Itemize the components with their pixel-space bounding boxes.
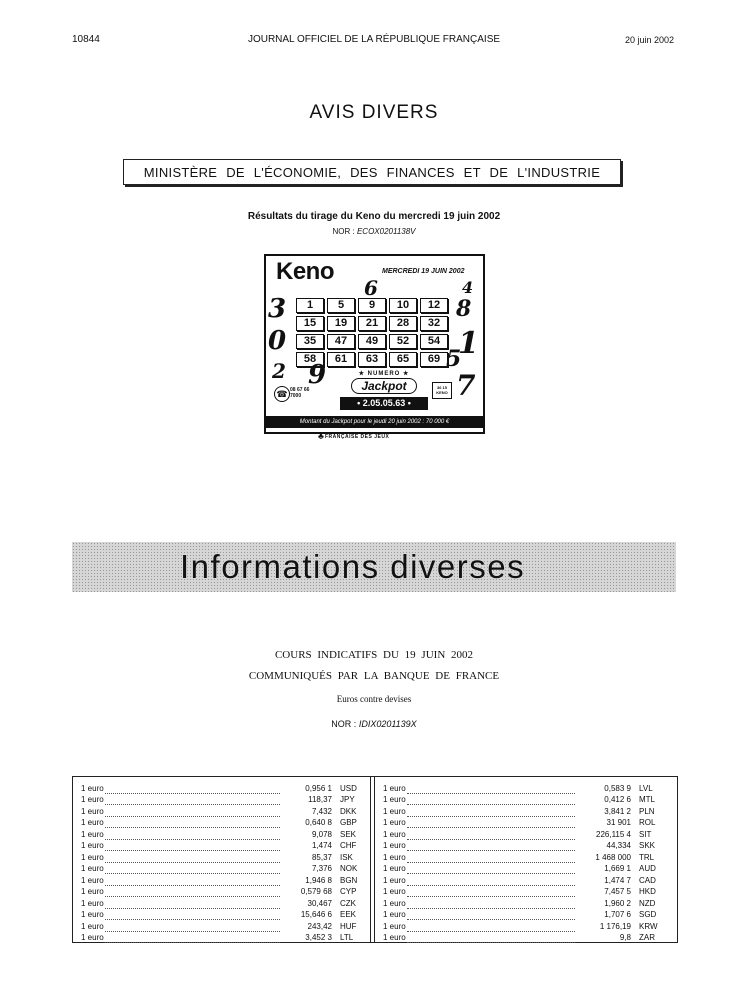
cours-subtitle: COMMUNIQUÉS PAR LA BANQUE DE FRANCE (248, 670, 500, 682)
rate-row (383, 932, 668, 944)
rate-label: 1 euro (81, 841, 104, 850)
rate-label: 1 euro (81, 829, 104, 839)
rate-value: 1,474 7 (604, 875, 631, 885)
rate-row (383, 851, 668, 863)
ministry-box (123, 159, 621, 185)
currency-code: TRL (639, 852, 655, 862)
currency-code: SGD (639, 910, 657, 919)
rate-value: 1,960 2 (604, 898, 631, 908)
cours-nor (0, 719, 748, 729)
decorative-digit: 0 (268, 326, 287, 356)
rate-row (383, 897, 668, 909)
rate-row (383, 817, 668, 829)
rate-label: 1 euro (383, 910, 406, 919)
rate-row (81, 909, 366, 921)
rate-row (383, 805, 668, 817)
currency-code: NZD (639, 898, 656, 908)
keno-drawn-number: 58 (296, 352, 324, 367)
keno-drawn-number: 1 (296, 298, 324, 313)
currency-code: AUD (639, 864, 656, 873)
rate-label: 1 euro (81, 852, 104, 862)
rate-label: 1 euro (383, 818, 406, 827)
decorative-digit: 7 (456, 369, 476, 402)
dot-leader (105, 924, 280, 932)
journal-title: JOURNAL OFFICIEL DE LA RÉPUBLIQUE FRANÇAISE (247, 34, 501, 45)
jackpot-value: • 2.05.05.63 • (340, 397, 428, 410)
rate-row (383, 840, 668, 852)
jackpot-block (340, 370, 428, 410)
rate-value: 31 901 (606, 818, 631, 827)
rate-value: 85,37 (311, 852, 332, 862)
rate-value: 7,432 (311, 806, 332, 816)
dot-leader (407, 843, 575, 851)
rate-label: 1 euro (383, 898, 406, 908)
rate-row (383, 874, 668, 886)
dot-leader (105, 935, 280, 943)
rate-row (81, 794, 366, 806)
dot-leader (407, 935, 575, 943)
dot-leader (105, 797, 280, 805)
dot-leader (407, 855, 575, 863)
dot-leader (407, 866, 575, 874)
rate-row (81, 886, 366, 898)
rate-row (383, 886, 668, 898)
phone-icon: ☎ (274, 386, 290, 402)
currency-code: CYP (340, 887, 357, 896)
decorative-digit: 5 (446, 346, 462, 372)
clover-icon: ♣ (318, 431, 324, 441)
currency-code: LVL (639, 783, 653, 793)
rate-label: 1 euro (81, 921, 104, 931)
currency-code: EEK (340, 910, 357, 919)
minitel-screen-icon: 36 15 KENO (432, 382, 452, 399)
dot-leader (407, 809, 575, 817)
keno-drawn-number: 35 (296, 334, 324, 349)
rate-value: 7,376 (311, 864, 332, 873)
dot-leader (105, 832, 280, 840)
rate-label: 1 euro (383, 887, 406, 896)
rate-value: 118,37 (308, 795, 332, 804)
decorative-digit: 4 (462, 278, 474, 297)
rate-label: 1 euro (383, 841, 406, 850)
rate-value: 1,474 (311, 841, 332, 850)
keno-drawn-number: 10 (389, 298, 417, 313)
dot-leader (105, 855, 280, 863)
currency-code: ISK (340, 852, 353, 862)
rate-value: 9,8 (619, 933, 631, 942)
currency-code: SIT (639, 829, 652, 839)
rate-value: 243,42 (307, 921, 332, 931)
rate-row (81, 920, 366, 932)
dot-leader (407, 786, 575, 794)
rate-label: 1 euro (81, 783, 104, 793)
rates-column-right (383, 782, 668, 943)
phone-line: 7000 (290, 393, 302, 399)
currency-code: SEK (340, 829, 357, 839)
rate-row (383, 909, 668, 921)
cours-nor-label: NOR : (331, 719, 357, 729)
rate-label: 1 euro (81, 818, 104, 827)
rate-label: 1 euro (383, 921, 406, 931)
page-number: 10844 (72, 34, 100, 45)
currency-code: PLN (639, 806, 655, 816)
rate-row (81, 817, 366, 829)
dot-leader (105, 889, 280, 897)
rate-value: 1 176,19 (599, 921, 631, 931)
rate-row (81, 932, 366, 944)
dot-leader (105, 866, 280, 874)
rate-value: 15,646 6 (300, 910, 332, 919)
decorative-digit: 6 (364, 276, 378, 300)
keno-results-title: Résultats du tirage du Keno du mercredi 19 juin 2002 (247, 211, 501, 222)
phone-number (290, 387, 309, 399)
keno-drawn-number: 65 (389, 352, 417, 367)
rate-value: 1,707 6 (604, 910, 631, 919)
dot-leader (407, 878, 575, 886)
rate-row (383, 863, 668, 875)
decorative-digit: 1 (458, 326, 479, 361)
column-divider (370, 777, 375, 942)
rate-value: 0,579 68 (300, 887, 332, 896)
dot-leader (407, 889, 575, 897)
dot-leader (407, 912, 575, 920)
keno-drawn-number: 15 (296, 316, 324, 331)
rate-value: 0,412 6 (604, 795, 631, 804)
currency-code: JPY (340, 795, 355, 804)
dot-leader (105, 786, 280, 794)
section-title-avis: AVIS DIVERS (309, 102, 439, 123)
rate-value: 226,115 4 (596, 829, 631, 839)
rate-value: 1 468 000 (595, 852, 631, 862)
rate-row (81, 782, 366, 794)
decorative-digit: 8 (456, 296, 472, 322)
rate-row (383, 782, 668, 794)
ministry-name: MINISTÈRE DE L'ÉCONOMIE, DES FINANCES ET DE L'INDUSTRIE (143, 164, 601, 180)
rate-label: 1 euro (383, 806, 406, 816)
rate-value: 1,669 1 (604, 864, 631, 873)
rate-row (81, 851, 366, 863)
currency-code: ROL (639, 818, 656, 827)
issue-date: 20 juin 2002 (624, 35, 674, 45)
keno-number-grid (296, 298, 456, 367)
currency-code: KRW (639, 921, 658, 931)
keno-drawn-number: 61 (327, 352, 355, 367)
rate-value: 3,841 2 (604, 806, 631, 816)
keno-drawn-number: 54 (420, 334, 448, 349)
rate-label: 1 euro (81, 875, 104, 885)
rate-label: 1 euro (81, 806, 104, 816)
rate-label: 1 euro (383, 783, 406, 793)
keno-drawn-number: 63 (358, 352, 386, 367)
rate-row (81, 840, 366, 852)
informations-title: Informations diverses (180, 548, 526, 585)
rate-label: 1 euro (81, 887, 104, 896)
keno-drawn-number: 5 (327, 298, 355, 313)
keno-drawn-number: 52 (389, 334, 417, 349)
rate-row (81, 805, 366, 817)
currency-code: HKD (639, 887, 656, 896)
keno-drawn-number: 47 (327, 334, 355, 349)
rate-value: 44,334 (606, 841, 631, 850)
rate-label: 1 euro (81, 898, 104, 908)
keno-drawn-number: 32 (420, 316, 448, 331)
rate-label: 1 euro (81, 864, 104, 873)
jackpot-word: Jackpot (351, 378, 417, 394)
dot-leader (407, 924, 575, 932)
keno-nor (0, 227, 748, 236)
currency-code: HUF (340, 921, 357, 931)
jackpot-caption: ★ NUMERO ★ (358, 371, 410, 377)
dot-leader (407, 797, 575, 805)
keno-drawn-number: 21 (358, 316, 386, 331)
dot-leader (105, 820, 280, 828)
rate-value: 3,452 3 (305, 933, 332, 942)
rate-value: 7,457 5 (604, 887, 631, 896)
currency-code: LTL (340, 933, 354, 942)
exchange-rates-table (72, 776, 678, 943)
rate-label: 1 euro (383, 852, 406, 862)
rates-column-left (81, 782, 366, 943)
rate-label: 1 euro (383, 864, 406, 873)
keno-drawn-number: 69 (420, 352, 448, 367)
rate-value: 0,956 1 (305, 783, 332, 793)
rate-value: 0,640 8 (305, 818, 332, 827)
keno-nor-value: ECOX0201138V (356, 227, 416, 236)
rate-label: 1 euro (81, 795, 104, 804)
rate-label: 1 euro (383, 795, 406, 804)
phone-line: 08 67 66 (290, 387, 310, 393)
rate-row (81, 874, 366, 886)
currency-code: CAD (639, 875, 656, 885)
rate-label: 1 euro (81, 933, 104, 942)
fdj-brand: FRANÇAISE DES JEUX (325, 434, 390, 440)
keno-drawn-number: 28 (389, 316, 417, 331)
jackpot-amount-banner: Montant du Jackpot pour le jeudi 20 juin 2002 : 70 000 € (266, 416, 483, 428)
keno-drawn-number: 19 (327, 316, 355, 331)
currency-code: NOK (340, 864, 358, 873)
keno-ticket (264, 254, 485, 434)
keno-drawn-number: 49 (358, 334, 386, 349)
cours-euros-label: Euros contre devises (336, 694, 412, 704)
currency-code: CHF (340, 841, 357, 850)
currency-code: DKK (340, 806, 357, 816)
rate-row (383, 828, 668, 840)
rate-row (81, 828, 366, 840)
rate-value: 30,467 (307, 898, 332, 908)
dot-leader (105, 901, 280, 909)
rate-row (81, 897, 366, 909)
rate-row (81, 863, 366, 875)
decorative-digit: 2 (272, 359, 286, 383)
currency-code: BGN (340, 875, 358, 885)
keno-drawn-number: 9 (358, 298, 386, 313)
informations-banner (72, 542, 676, 592)
cours-nor-value: IDIX0201139X (358, 719, 417, 729)
keno-ticket-date: MERCREDI 19 JUIN 2002 (382, 268, 465, 275)
currency-code: ZAR (639, 933, 655, 942)
currency-code: MTL (639, 795, 655, 804)
dot-leader (407, 832, 575, 840)
rate-label: 1 euro (383, 829, 406, 839)
dot-leader (105, 843, 280, 851)
currency-code: SKK (639, 841, 656, 850)
rate-value: 1,946 8 (305, 875, 332, 885)
dot-leader (105, 912, 280, 920)
dot-leader (407, 901, 575, 909)
rate-row (383, 920, 668, 932)
dot-leader (105, 809, 280, 817)
rate-label: 1 euro (383, 875, 406, 885)
dot-leader (105, 878, 280, 886)
cours-title: COURS INDICATIFS DU 19 JUIN 2002 (274, 649, 474, 661)
currency-code: GBP (340, 818, 357, 827)
currency-code: USD (340, 783, 357, 793)
rate-label: 1 euro (383, 933, 406, 942)
decorative-digit: 3 (268, 294, 287, 324)
rate-value: 0,583 9 (604, 783, 631, 793)
decorative-digit: 9 (308, 360, 327, 390)
rate-value: 9,078 (311, 829, 332, 839)
keno-drawn-number: 12 (420, 298, 448, 313)
currency-code: CZK (340, 898, 356, 908)
dot-leader (407, 820, 575, 828)
rate-label: 1 euro (81, 910, 104, 919)
rate-row (383, 794, 668, 806)
keno-nor-label: NOR : (332, 227, 355, 236)
keno-logo: Keno (276, 258, 334, 285)
